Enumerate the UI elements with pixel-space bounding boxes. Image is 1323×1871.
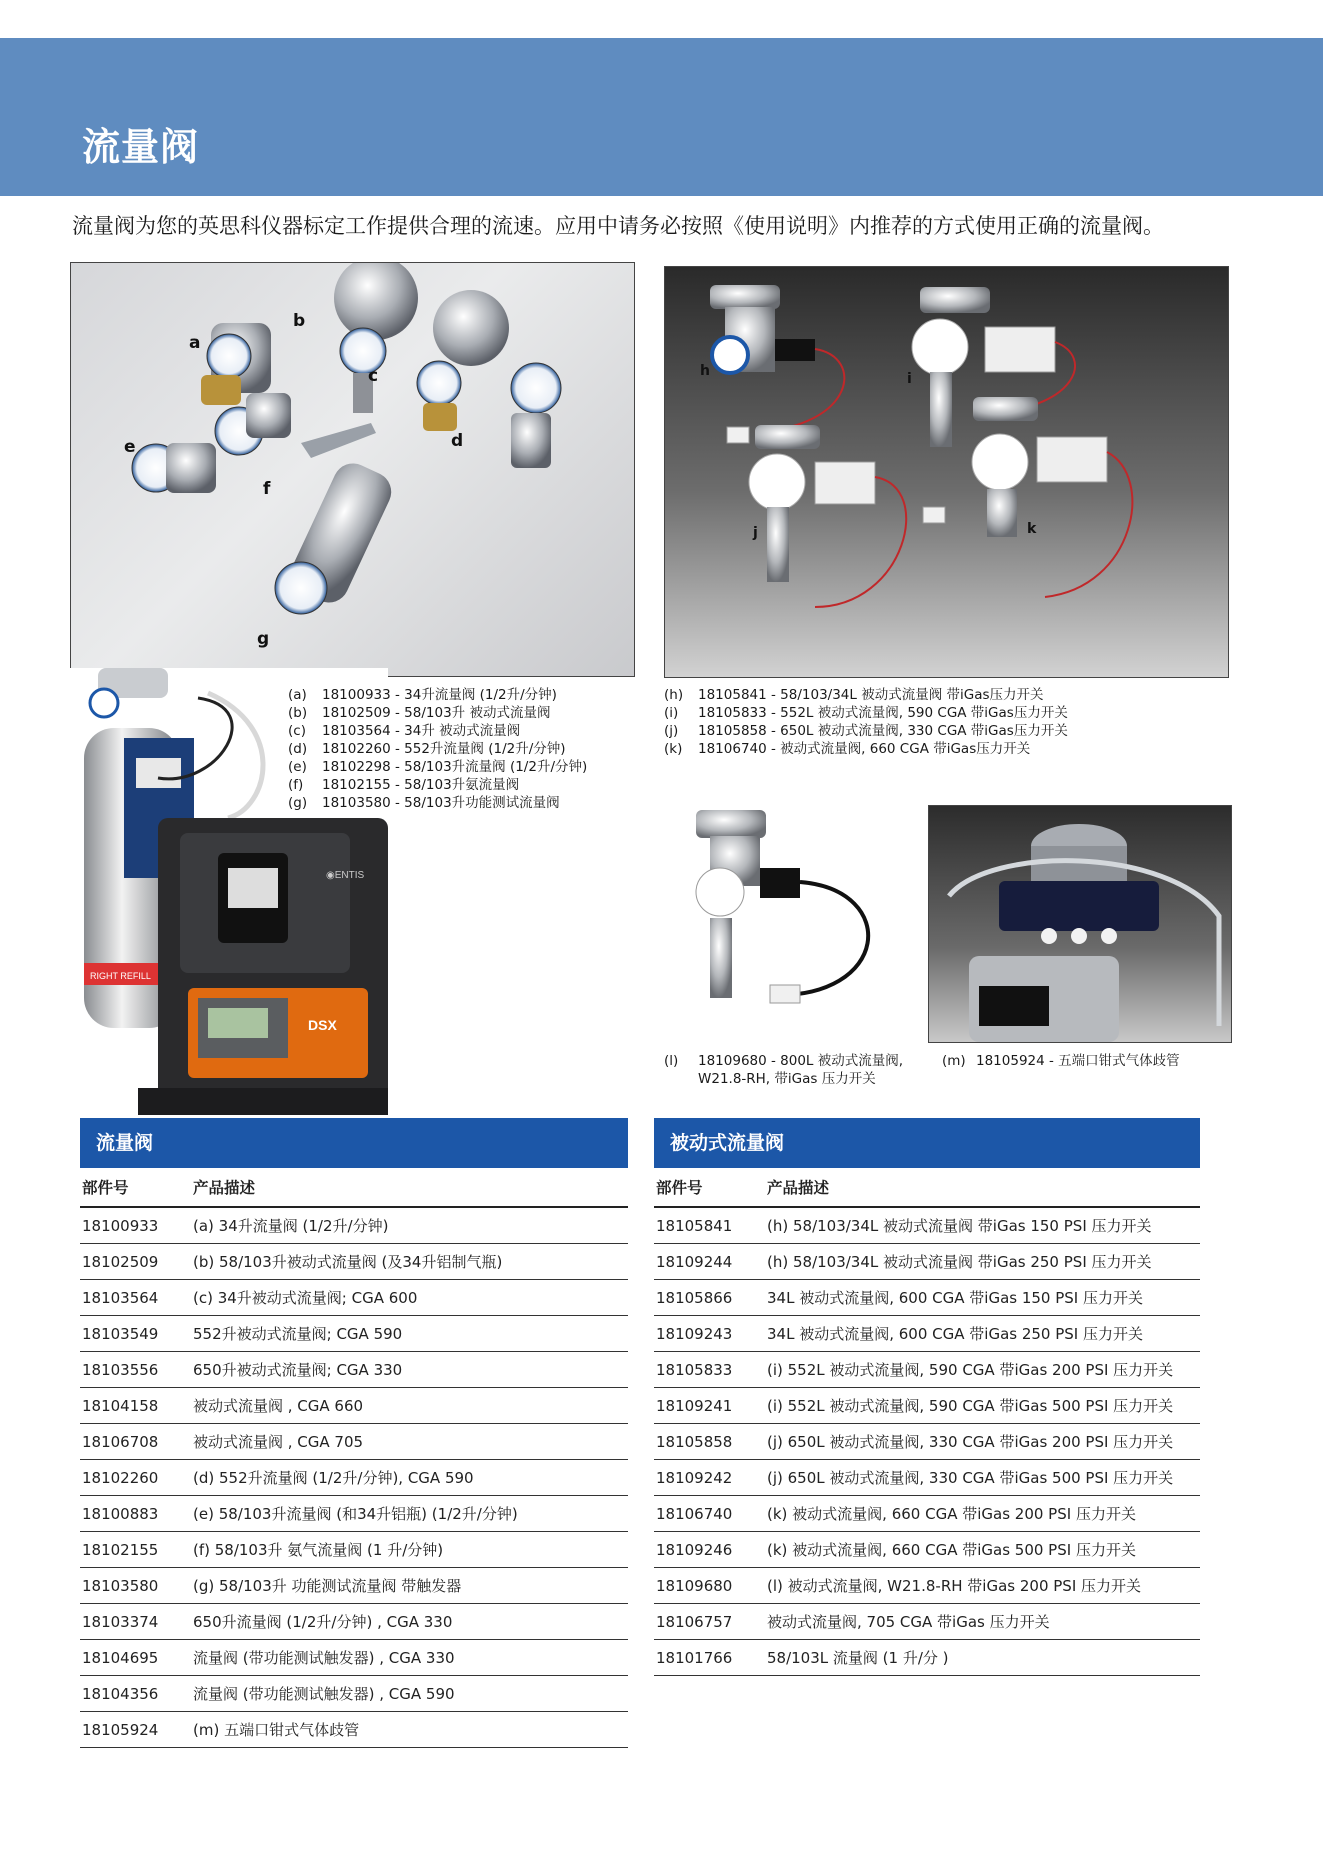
intro-text: 流量阀为您的英思科仪器标定工作提供合理的流速。应用中请务必按照《使用说明》内推荐的方式使用正确的流量阀。 bbox=[72, 214, 1164, 238]
valve-l-photo bbox=[680, 800, 910, 1030]
part-number-cell: 18105924 bbox=[82, 1720, 159, 1739]
description-cell: (j) 650L 被动式流量阀, 330 CGA 带iGas 200 PSI 压力开关 bbox=[767, 1433, 1174, 1451]
table-title: 被动式流量阀 bbox=[654, 1118, 1200, 1168]
manifold-m-illustration bbox=[929, 806, 1231, 1042]
col-part-number: 部件号 bbox=[82, 1179, 129, 1197]
description-cell: (f) 58/103升 氨气流量阀 (1 升/分钟) bbox=[193, 1541, 444, 1559]
table-row bbox=[80, 1280, 628, 1316]
caption-key: (i) bbox=[664, 705, 679, 721]
table-header-row bbox=[80, 1168, 628, 1208]
flow-valves-illustration bbox=[71, 263, 634, 676]
table-row bbox=[654, 1460, 1200, 1496]
caption-row bbox=[664, 740, 1068, 758]
description-cell: 650升被动式流量阀; CGA 330 bbox=[193, 1361, 403, 1379]
description-cell: (b) 58/103升被动式流量阀 (及34升铝制气瓶) bbox=[193, 1253, 503, 1271]
caption-text: 18106740 - 被动式流量阀, 660 CGA 带iGas压力开关 bbox=[698, 741, 1031, 757]
part-number-cell: 18103374 bbox=[82, 1612, 159, 1631]
part-number-cell: 18103556 bbox=[82, 1360, 159, 1379]
caption-text: 18105858 - 650L 被动式流量阀, 330 CGA 带iGas压力开关 bbox=[698, 723, 1068, 739]
passive-valves-photo bbox=[664, 266, 1229, 678]
table-row bbox=[80, 1604, 628, 1640]
description-cell: (m) 五端口钳式气体歧管 bbox=[193, 1721, 360, 1739]
description-cell: 552升被动式流量阀; CGA 590 bbox=[193, 1325, 403, 1343]
table-row bbox=[654, 1388, 1200, 1424]
dock-panel-text: DSX bbox=[308, 1017, 337, 1033]
table-row bbox=[654, 1316, 1200, 1352]
part-number-cell: 18106740 bbox=[656, 1504, 733, 1523]
table-row bbox=[654, 1244, 1200, 1280]
description-cell: 被动式流量阀 , CGA 660 bbox=[193, 1397, 364, 1415]
caption-key: (f) bbox=[288, 777, 304, 793]
photo-label-f: f bbox=[263, 479, 271, 499]
captions-right bbox=[664, 686, 1068, 758]
table-row bbox=[654, 1568, 1200, 1604]
photo-label-b: b bbox=[293, 311, 306, 331]
description-cell: (i) 552L 被动式流量阀, 590 CGA 带iGas 500 PSI 压力开关 bbox=[767, 1397, 1174, 1415]
photo-label-h: h bbox=[700, 363, 710, 379]
passive-valve-table bbox=[654, 1118, 1200, 1676]
table-row bbox=[80, 1424, 628, 1460]
caption-m bbox=[942, 1052, 1180, 1070]
caption-text: 18105924 - 五端口钳式气体歧管 bbox=[976, 1053, 1180, 1069]
caption-key: (c) bbox=[288, 723, 306, 739]
part-number-cell: 18103580 bbox=[82, 1576, 159, 1595]
description-cell: (e) 58/103升流量阀 (和34升铝瓶) (1/2升/分钟) bbox=[193, 1505, 518, 1523]
table-row bbox=[80, 1532, 628, 1568]
caption-row bbox=[288, 722, 587, 740]
part-number-cell: 18103564 bbox=[82, 1288, 159, 1307]
description-cell: (k) 被动式流量阀, 660 CGA 带iGas 500 PSI 压力开关 bbox=[767, 1541, 1136, 1559]
page-title: 流量阀 bbox=[82, 125, 200, 169]
table-row bbox=[654, 1496, 1200, 1532]
description-cell: (c) 34升被动式流量阀; CGA 600 bbox=[193, 1289, 418, 1307]
part-number-cell: 18104158 bbox=[82, 1396, 159, 1415]
cylinder-sticker-text: RIGHT REFILL bbox=[90, 971, 151, 981]
col-description: 产品描述 bbox=[767, 1179, 830, 1197]
description-cell: (l) 被动式流量阀, W21.8-RH 带iGas 200 PSI 压力开关 bbox=[767, 1577, 1142, 1595]
caption-row bbox=[288, 794, 587, 812]
caption-row bbox=[664, 722, 1068, 740]
caption-key: (l) bbox=[664, 1053, 679, 1069]
caption-text: 18103564 - 34升 被动式流量阀 bbox=[322, 723, 521, 739]
description-cell: 34L 被动式流量阀, 600 CGA 带iGas 250 PSI 压力开关 bbox=[767, 1325, 1143, 1343]
photo-label-g: g bbox=[257, 629, 270, 649]
captions-left bbox=[288, 686, 587, 812]
table-row bbox=[80, 1244, 628, 1280]
caption-text: W21.8-RH, 带iGas 压力开关 bbox=[698, 1071, 876, 1087]
description-cell: 被动式流量阀, 705 CGA 带iGas 压力开关 bbox=[767, 1613, 1050, 1631]
caption-text: 18103580 - 58/103升功能测试流量阀 bbox=[322, 795, 560, 811]
caption-key: (b) bbox=[288, 705, 308, 721]
table-row bbox=[80, 1208, 628, 1244]
description-cell: 被动式流量阀 , CGA 705 bbox=[193, 1433, 364, 1451]
caption-row bbox=[288, 686, 587, 704]
caption-text: 18102260 - 552升流量阀 (1/2升/分钟) bbox=[322, 741, 566, 757]
caption-key: (g) bbox=[288, 795, 308, 811]
photo-label-j: j bbox=[753, 525, 758, 541]
part-number-cell: 18102509 bbox=[82, 1252, 159, 1271]
caption-key: (k) bbox=[664, 741, 683, 757]
description-cell: 流量阀 (带功能测试触发器) , CGA 330 bbox=[193, 1649, 455, 1667]
table-row bbox=[654, 1532, 1200, 1568]
part-number-cell: 18106757 bbox=[656, 1612, 733, 1631]
table-row bbox=[80, 1496, 628, 1532]
part-number-cell: 18109241 bbox=[656, 1396, 733, 1415]
caption-text: 18109680 - 800L 被动式流量阀, bbox=[698, 1053, 904, 1069]
description-cell: (k) 被动式流量阀, 660 CGA 带iGas 200 PSI 压力开关 bbox=[767, 1505, 1136, 1523]
caption-key: (e) bbox=[288, 759, 307, 775]
header-banner bbox=[0, 38, 1323, 196]
flow-valves-photo bbox=[70, 262, 635, 677]
caption-row bbox=[288, 704, 587, 722]
caption-text: 18102298 - 58/103升流量阀 (1/2升/分钟) bbox=[322, 759, 588, 775]
table-header-row bbox=[654, 1168, 1200, 1208]
part-number-cell: 18105866 bbox=[656, 1288, 733, 1307]
caption-text: 18102509 - 58/103升 被动式流量阀 bbox=[322, 705, 551, 721]
description-cell: (h) 58/103/34L 被动式流量阀 带iGas 150 PSI 压力开关 bbox=[767, 1217, 1152, 1235]
caption-row bbox=[288, 758, 587, 776]
flow-valve-table bbox=[80, 1118, 628, 1748]
part-number-cell: 18109244 bbox=[656, 1252, 733, 1271]
caption-text: 18102155 - 58/103升氨流量阀 bbox=[322, 777, 520, 793]
part-number-cell: 18109246 bbox=[656, 1540, 733, 1559]
part-number-cell: 18101766 bbox=[656, 1648, 733, 1667]
table-row bbox=[654, 1640, 1200, 1676]
photo-label-a: a bbox=[189, 333, 201, 353]
caption-key: (d) bbox=[288, 741, 308, 757]
caption-key: (h) bbox=[664, 687, 684, 703]
caption-text: 18100933 - 34升流量阀 (1/2升/分钟) bbox=[322, 687, 557, 703]
table-row bbox=[80, 1316, 628, 1352]
part-number-cell: 18100883 bbox=[82, 1504, 159, 1523]
photo-label-k: k bbox=[1027, 521, 1037, 537]
part-number-cell: 18100933 bbox=[82, 1216, 159, 1235]
table-row bbox=[80, 1568, 628, 1604]
col-description: 产品描述 bbox=[193, 1179, 256, 1197]
dock-brand-text: ◉ENTIS bbox=[326, 870, 365, 881]
description-cell: 流量阀 (带功能测试触发器) , CGA 590 bbox=[193, 1685, 455, 1703]
description-cell: 34L 被动式流量阀, 600 CGA 带iGas 150 PSI 压力开关 bbox=[767, 1289, 1143, 1307]
part-number-cell: 18105858 bbox=[656, 1432, 733, 1451]
manifold-m-photo bbox=[928, 805, 1232, 1043]
part-number-cell: 18109680 bbox=[656, 1576, 733, 1595]
table-row bbox=[80, 1352, 628, 1388]
part-number-cell: 18104695 bbox=[82, 1648, 159, 1667]
part-number-cell: 18102260 bbox=[82, 1468, 159, 1487]
caption-key: (m) bbox=[942, 1053, 966, 1069]
table-row bbox=[654, 1424, 1200, 1460]
description-cell: (a) 34升流量阀 (1/2升/分钟) bbox=[193, 1217, 389, 1235]
table-row bbox=[654, 1280, 1200, 1316]
table-title: 流量阀 bbox=[80, 1118, 628, 1168]
part-number-cell: 18104356 bbox=[82, 1684, 159, 1703]
table-row bbox=[80, 1388, 628, 1424]
caption-key: (a) bbox=[288, 687, 307, 703]
part-number-cell: 18105833 bbox=[656, 1360, 733, 1379]
photo-label-e: e bbox=[124, 437, 136, 457]
caption-key: (j) bbox=[664, 723, 679, 739]
part-number-cell: 18102155 bbox=[82, 1540, 159, 1559]
table-row bbox=[80, 1712, 628, 1748]
table-row bbox=[80, 1676, 628, 1712]
passive-valves-illustration bbox=[665, 267, 1228, 677]
caption-row bbox=[288, 776, 587, 794]
table-row bbox=[80, 1640, 628, 1676]
table-row bbox=[654, 1604, 1200, 1640]
table-row bbox=[654, 1208, 1200, 1244]
photo-label-d: d bbox=[451, 431, 464, 451]
part-number-cell: 18103549 bbox=[82, 1324, 159, 1343]
caption-row bbox=[288, 740, 587, 758]
col-part-number: 部件号 bbox=[656, 1179, 703, 1197]
caption-l bbox=[664, 1052, 903, 1088]
description-cell: 650升流量阀 (1/2升/分钟) , CGA 330 bbox=[193, 1613, 453, 1631]
part-number-cell: 18109242 bbox=[656, 1468, 733, 1487]
description-cell: 58/103L 流量阀 (1 升/分 ) bbox=[767, 1649, 949, 1667]
part-number-cell: 18106708 bbox=[82, 1432, 159, 1451]
table-row bbox=[654, 1352, 1200, 1388]
caption-row bbox=[664, 704, 1068, 722]
valve-l-illustration bbox=[680, 800, 910, 1030]
table-row bbox=[80, 1460, 628, 1496]
photo-label-c: c bbox=[368, 366, 379, 386]
caption-text: 18105833 - 552L 被动式流量阀, 590 CGA 带iGas压力开关 bbox=[698, 705, 1068, 721]
description-cell: (h) 58/103/34L 被动式流量阀 带iGas 250 PSI 压力开关 bbox=[767, 1253, 1152, 1271]
part-number-cell: 18105841 bbox=[656, 1216, 733, 1235]
photo-label-i: i bbox=[907, 371, 912, 387]
part-number-cell: 18109243 bbox=[656, 1324, 733, 1343]
description-cell: (i) 552L 被动式流量阀, 590 CGA 带iGas 200 PSI 压力开关 bbox=[767, 1361, 1174, 1379]
description-cell: (d) 552升流量阀 (1/2升/分钟), CGA 590 bbox=[193, 1469, 474, 1487]
caption-row bbox=[664, 686, 1068, 704]
description-cell: (j) 650L 被动式流量阀, 330 CGA 带iGas 500 PSI 压力开关 bbox=[767, 1469, 1174, 1487]
caption-text: 18105841 - 58/103/34L 被动式流量阀 带iGas压力开关 bbox=[698, 687, 1044, 703]
description-cell: (g) 58/103升 功能测试流量阀 带触发器 bbox=[193, 1577, 462, 1595]
